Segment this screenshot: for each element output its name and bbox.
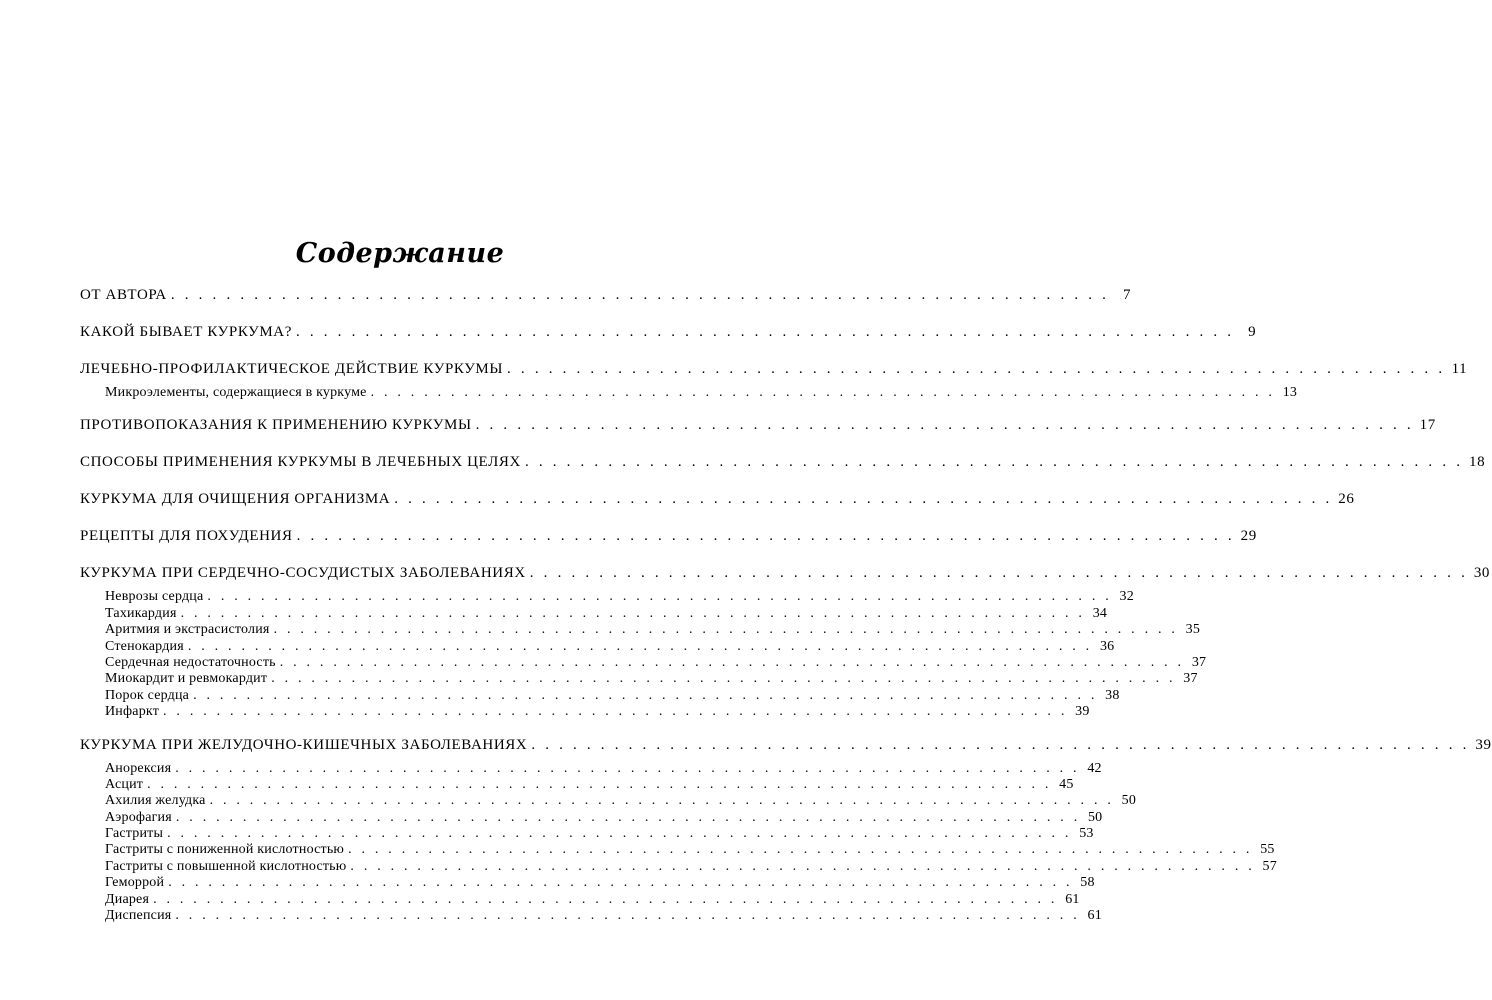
toc-chapter-label: КУРКУМА ДЛЯ ОЧИЩЕНИЯ ОРГАНИЗМА (80, 491, 391, 508)
toc-chapter-label: КУРКУМА ПРИ СЕРДЕЧНО-СОСУДИСТЫХ ЗАБОЛЕВАНИЯХ (80, 565, 526, 582)
toc-chapter-label: КУРКУМА ПРИ ЖЕЛУДОЧНО-КИШЕЧНЫХ ЗАБОЛЕВАНИЯХ (80, 736, 528, 753)
dot-leader: . . . . . . . . . . . . . . . . . . . . . . . . . . . . . . . . . . . . . . . . . . . . . . . . . . . . . . . . . . . . . . . . . . . . (531, 736, 1470, 753)
table-of-contents (80, 287, 1492, 924)
dot-leader: . . . . . . . . . . . . . . . . . . . . . . . . . . . . . . . . . . . . . . . . . . . . . . . . . . . . . . . . . . . . . . . . . . . . (175, 908, 1080, 924)
dot-leader: . . . . . . . . . . . . . . . . . . . . . . . . . . . . . . . . . . . . . . . . . . . . . . . . . . . . . . . . . . . . . . . . . . . . (296, 528, 1235, 545)
toc-subsection-page-number: 53 (1079, 826, 1094, 842)
dot-leader: . . . . . . . . . . . . . . . . . . . . . . . . . . . . . . . . . . . . . . . . . . . . . . . . . . . . . . . . . . . . . . . . . . . . (271, 671, 1176, 687)
toc-subsection-label: Аритмия и экстрасистолия (105, 622, 270, 638)
toc-subsection (80, 589, 1134, 605)
toc-chapter-label: СПОСОБЫ ПРИМЕНЕНИЯ КУРКУМЫ В ЛЕЧЕБНЫХ ЦЕЛЯХ (80, 454, 521, 471)
toc-subsection-label: Гастриты (105, 826, 164, 842)
toc-subsection-label: Сердечная недостаточность (105, 654, 276, 670)
dot-leader: . . . . . . . . . . . . . . . . . . . . . . . . . . . . . . . . . . . . . . . . . . . . . . . . . . . . . . . . . . . . . . . . . . . . (529, 565, 1469, 582)
dot-leader: . . . . . . . . . . . . . . . . . . . . . . . . . . . . . . . . . . . . . . . . . . . . . . . . . . . . . . . . . . . . . . . . . . . . (524, 454, 1464, 471)
toc-chapter-page-number: 39 (1475, 736, 1492, 753)
toc-chapter (80, 736, 1492, 758)
toc-subsection (80, 704, 1090, 720)
toc-chapter (80, 565, 1491, 586)
toc-subsection-page-number: 32 (1119, 589, 1134, 605)
dot-leader: . . . . . . . . . . . . . . . . . . . . . . . . . . . . . . . . . . . . . . . . . . . . . . . . . . . . . . . . . . . . . . . . . . . . (507, 361, 1446, 377)
toc-subsection (80, 622, 1201, 638)
dot-leader: . . . . . . . . . . . . . . . . . . . . . . . . . . . . . . . . . . . . . . . . . . . . . . . . . . . . . . . . . . . . . . . . . . . . (279, 654, 1185, 670)
toc-subsection (80, 858, 1277, 875)
dot-leader: . . . . . . . . . . . . . . . . . . . . . . . . . . . . . . . . . . . . . . . . . . . . . . . . . . . . . . . . . . . . . . . . . . . . (175, 809, 1081, 825)
toc-subsection-page-number: 13 (1282, 385, 1298, 400)
toc-subsection-label: Миокардит и ревмокардит (105, 671, 268, 687)
toc-subsection-page-number: 37 (1183, 671, 1198, 687)
toc-subsection-page-number: 35 (1185, 622, 1201, 638)
toc-subsection-label: Аэрофагия (105, 809, 172, 825)
toc-subsection-page-number: 39 (1075, 704, 1090, 720)
toc-chapter (80, 491, 1355, 512)
dot-leader: . . . . . . . . . . . . . . . . . . . . . . . . . . . . . . . . . . . . . . . . . . . . . . . . . . . . . . . . . . . . . . . . . . . . (209, 793, 1115, 809)
toc-subsection-label: Диспепсия (105, 908, 172, 924)
toc-chapter-page-number: 26 (1338, 491, 1355, 508)
page-title: Содержание (295, 238, 505, 269)
dot-leader: . . . . . . . . . . . . . . . . . . . . . . . . . . . . . . . . . . . . . . . . . . . . . . . . . . . . . . . . . . . . . . . . . . . . (207, 589, 1112, 605)
dot-leader: . . . . . . . . . . . . . . . . . . . . . . . . . . . . . . . . . . . . . . . . . . . . . . . . . . . . . . . . . . . . . . . . . . . . (170, 287, 1110, 303)
toc-subsection-page-number: 61 (1087, 908, 1102, 924)
toc-subsection-label: Диарея (105, 891, 150, 907)
dot-leader: . . . . . . . . . . . . . . . . . . . . . . . . . . . . . . . . . . . . . . . . . . . . . . . . . . . . . . . . . . . . . . . . . . . . (348, 842, 1253, 858)
dot-leader: . . . . . . . . . . . . . . . . . . . . . . . . . . . . . . . . . . . . . . . . . . . . . . . . . . . . . . . . . . . . . . . . . . . . (175, 760, 1080, 776)
toc-subsection-page-number: 58 (1080, 875, 1095, 891)
toc-subsection (80, 687, 1120, 704)
toc-subsection-label: Анорексия (105, 760, 172, 776)
toc-subsection (80, 638, 1115, 655)
toc-chapter (80, 287, 1132, 308)
toc-subsection-label: Порок сердца (105, 687, 190, 703)
toc-chapter-page-number: 29 (1240, 528, 1257, 545)
toc-subsection-label: Гастриты с повышенной кислотностью (105, 858, 347, 874)
toc-subsection-page-number: 37 (1191, 654, 1207, 670)
toc-subsection-page-number: 38 (1105, 687, 1120, 703)
toc-subsection-page-number: 57 (1262, 858, 1277, 874)
dot-leader: . . . . . . . . . . . . . . . . . . . . . . . . . . . . . . . . . . . . . . . . . . . . . . . . . . . . . . . . . . . . . . . . . . . . (153, 891, 1058, 907)
toc-chapter-page-number: 11 (1451, 361, 1468, 377)
toc-subsection-page-number: 42 (1087, 760, 1102, 776)
toc-chapter-label: ЛЕЧЕБНО-ПРОФИЛАКТИЧЕСКОЕ ДЕЙСТВИЕ КУРКУМЫ (80, 361, 504, 377)
dot-leader: . . . . . . . . . . . . . . . . . . . . . . . . . . . . . . . . . . . . . . . . . . . . . . . . . . . . . . . . . . . . . . . . . . . . (193, 687, 1098, 703)
toc-subsection (80, 809, 1103, 826)
dot-leader: . . . . . . . . . . . . . . . . . . . . . . . . . . . . . . . . . . . . . . . . . . . . . . . . . . . . . . . . . . . . . . . . . . . . (394, 491, 1333, 508)
toc-subsection-page-number: 50 (1121, 793, 1137, 809)
dot-leader: . . . . . . . . . . . . . . . . . . . . . . . . . . . . . . . . . . . . . . . . . . . . . . . . . . . . . . . . . . . . . . . . . . . . (350, 858, 1255, 874)
dot-leader: . . . . . . . . . . . . . . . . . . . . . . . . . . . . . . . . . . . . . . . . . . . . . . . . . . . . . . . . . . . . . . . . . . . . (147, 776, 1052, 792)
toc-subsection-label: Неврозы сердца (105, 589, 204, 605)
toc-chapter (80, 361, 1468, 382)
toc-subsection (80, 671, 1198, 687)
toc-subsection (80, 891, 1080, 908)
dot-leader: . . . . . . . . . . . . . . . . . . . . . . . . . . . . . . . . . . . . . . . . . . . . . . . . . . . . . . . . . . . . . . . . . . . . (167, 826, 1072, 842)
toc-subsection (80, 760, 1102, 777)
toc-subsection-page-number: 50 (1087, 809, 1103, 825)
toc-chapter (80, 454, 1486, 475)
toc-chapter (80, 528, 1257, 549)
toc-subsection-label: Инфаркт (105, 704, 160, 720)
toc-subsection-label: Тахикардия (105, 605, 177, 621)
toc-chapter-label: ПРОТИВОПОКАЗАНИЯ К ПРИМЕНЕНИЮ КУРКУМЫ (80, 417, 472, 434)
dot-leader: . . . . . . . . . . . . . . . . . . . . . . . . . . . . . . . . . . . . . . . . . . . . . . . . . . . . . . . . . . . . . . . . . . . . (273, 622, 1179, 638)
toc-subsection (80, 385, 1298, 401)
dot-leader: . . . . . . . . . . . . . . . . . . . . . . . . . . . . . . . . . . . . . . . . . . . . . . . . . . . . . . . . . . . . . . . . . . . . (168, 875, 1073, 891)
toc-subsection-label: Геморрой (105, 875, 165, 891)
toc-chapter-page-number: 17 (1419, 417, 1436, 434)
toc-chapter-label: КАКОЙ БЫВАЕТ КУРКУМА? (80, 324, 292, 340)
toc-subsection-label: Гастриты с пониженной кислотностью (105, 842, 345, 858)
dot-leader: . . . . . . . . . . . . . . . . . . . . . . . . . . . . . . . . . . . . . . . . . . . . . . . . . . . . . . . . . . . . . . . . . . . . (180, 605, 1086, 621)
dot-leader: . . . . . . . . . . . . . . . . . . . . . . . . . . . . . . . . . . . . . . . . . . . . . . . . . . . . . . . . . . . . . . . . . . . . (163, 704, 1068, 720)
toc-subsection-label: Стенокардия (105, 638, 184, 654)
toc-chapter-page-number: 7 (1122, 287, 1132, 303)
toc-chapter-page-number: 18 (1468, 454, 1486, 471)
toc-subsection (80, 842, 1275, 858)
toc-chapter-label: РЕЦЕПТЫ ДЛЯ ПОХУДЕНИЯ (80, 528, 293, 545)
toc-subsection (80, 793, 1137, 809)
toc-subsection (80, 605, 1108, 622)
toc-subsection-page-number: 55 (1260, 842, 1275, 858)
toc-subsection-label: Асцит (105, 776, 144, 792)
toc-subsection (80, 908, 1102, 924)
dot-leader: . . . . . . . . . . . . . . . . . . . . . . . . . . . . . . . . . . . . . . . . . . . . . . . . . . . . . . . . . . . . . . . . . . . . (475, 417, 1414, 434)
toc-subsection-page-number: 45 (1059, 776, 1074, 792)
toc-subsection-page-number: 36 (1099, 638, 1115, 654)
dot-leader: . . . . . . . . . . . . . . . . . . . . . . . . . . . . . . . . . . . . . . . . . . . . . . . . . . . . . . . . . . . . . . . . . . . . (295, 324, 1235, 340)
toc-chapter-page-number: 30 (1473, 565, 1491, 582)
toc-chapter-page-number: 9 (1248, 324, 1257, 340)
toc-subsection (80, 776, 1074, 793)
dot-leader: . . . . . . . . . . . . . . . . . . . . . . . . . . . . . . . . . . . . . . . . . . . . . . . . . . . . . . . . . . . . . . . . . . . . (187, 638, 1093, 654)
toc-subsection-label: Ахилия желудка (105, 793, 206, 809)
toc-subsection-page-number: 34 (1092, 605, 1108, 621)
toc-subsection (80, 875, 1095, 891)
toc-chapter-label: ОТ АВТОРА (80, 287, 167, 303)
toc-chapter (80, 417, 1436, 438)
dot-leader: . . . . . . . . . . . . . . . . . . . . . . . . . . . . . . . . . . . . . . . . . . . . . . . . . . . . . . . . . . . . . . . . . . . . (370, 385, 1276, 400)
toc-subsection (80, 654, 1207, 671)
toc-subsection-page-number: 61 (1065, 891, 1080, 907)
toc-subsection-label: Микроэлементы, содержащиеся в куркуме (105, 385, 367, 400)
toc-subsection (80, 826, 1094, 842)
toc-chapter (80, 324, 1257, 345)
